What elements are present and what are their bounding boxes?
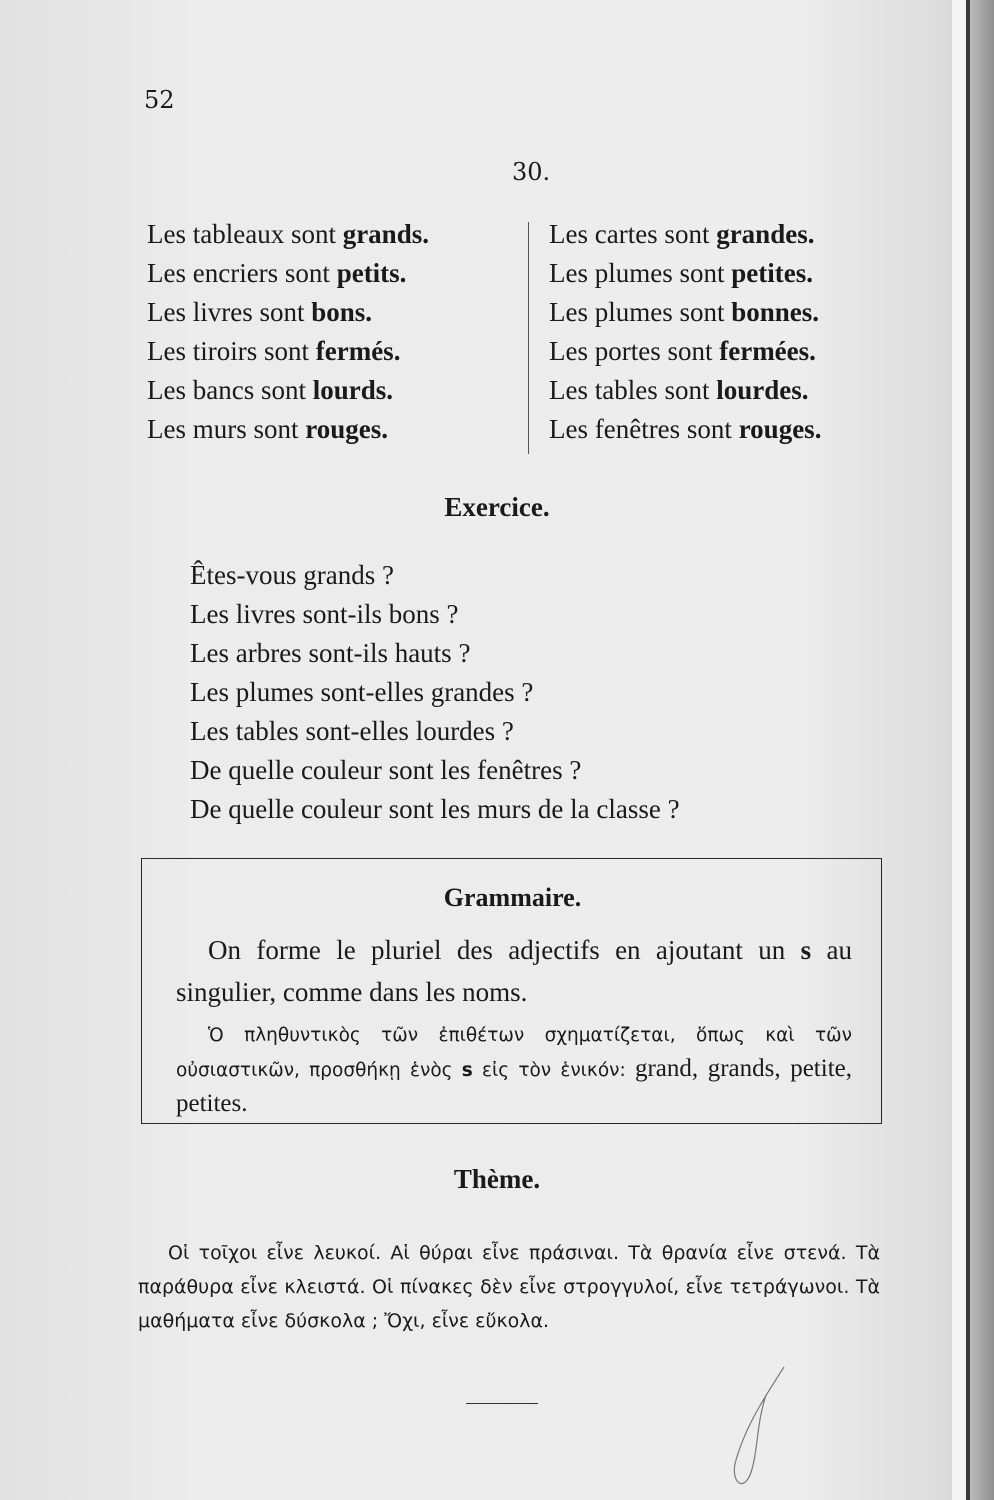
sentence-row: Les tiroirs sont fermés. (147, 336, 401, 366)
question-item: Êtes-vous grands ? (190, 560, 394, 590)
left-column (147, 215, 521, 449)
sentence-row: Les plumes sont bonnes. (549, 297, 820, 327)
exercise-heading: Exercice. (444, 492, 550, 522)
sentence-row: Les tableaux sont grands. (147, 219, 429, 249)
pencil-mark-icon (726, 1365, 786, 1495)
closing-rule (466, 1403, 538, 1404)
sentence-row: Les livres sont bons. (147, 297, 373, 327)
sentence-row: Les bancs sont lourds. (147, 375, 393, 405)
question-item: De quelle couleur sont les murs de la classe ? (190, 794, 680, 824)
sentence-row: Les cartes sont grandes. (549, 219, 815, 249)
grammar-heading: Grammaire. (443, 883, 582, 912)
page-edge-shadow (970, 0, 994, 1500)
section-number: 30. (512, 158, 551, 186)
question-item: Les plumes sont-elles grandes ? (190, 677, 534, 707)
right-column (549, 215, 899, 449)
sentence-row: Les fenêtres sont rouges. (549, 414, 822, 444)
page-edge-light (952, 0, 966, 1500)
sentence-row: Les plumes sont petites. (549, 258, 813, 288)
sentence-row: Les murs sont rouges. (147, 414, 389, 444)
grammar-rule-greek: Ὁ πληθυντικὸς τῶν ἐπιθέτων σχηματίζεται, ὅπως καὶ τῶν οὐσιαστικῶν, προσθήκῃ ἑνὸς s εἰς τὸν ἑνικόν: grand, grands, petite, petites. (176, 1025, 852, 1117)
page-number: 52 (144, 86, 175, 114)
question-item: Les tables sont-elles lourdes ? (190, 716, 514, 746)
sentence-row: Les encriers sont petits. (147, 258, 407, 288)
theme-heading: Thème. (453, 1164, 541, 1194)
grammar-rule-french: On forme le pluriel des adjectifs en ajoutant un s au singulier, comme dans les noms. (176, 935, 852, 1007)
question-item: Les livres sont-ils bons ? (190, 599, 459, 629)
column-divider (528, 222, 529, 454)
question-item: Les arbres sont-ils hauts ? (190, 638, 471, 668)
sentence-row: Les tables sont lourdes. (549, 375, 809, 405)
sentence-row: Les portes sont fermées. (549, 336, 816, 366)
grammar-box (141, 858, 882, 1124)
theme-paragraph: Οἱ τοῖχοι εἶνε λευκοί. Αἱ θύραι εἶνε πράσιναι. Τὰ θρανία εἶνε στενά. Τὰ παράθυρα εἶνε κλειστά. Οἱ πίνακες δὲν εἶνε στρογγυλοί, εἶνε τετράγωνοι. Τὰ μαθήματα εἶνε δύσκολα ; Ὄχι, εἶνε εὔκολα. (138, 1242, 880, 1332)
question-item: De quelle couleur sont les fenêtres ? (190, 755, 582, 785)
exercise-questions (190, 556, 890, 829)
